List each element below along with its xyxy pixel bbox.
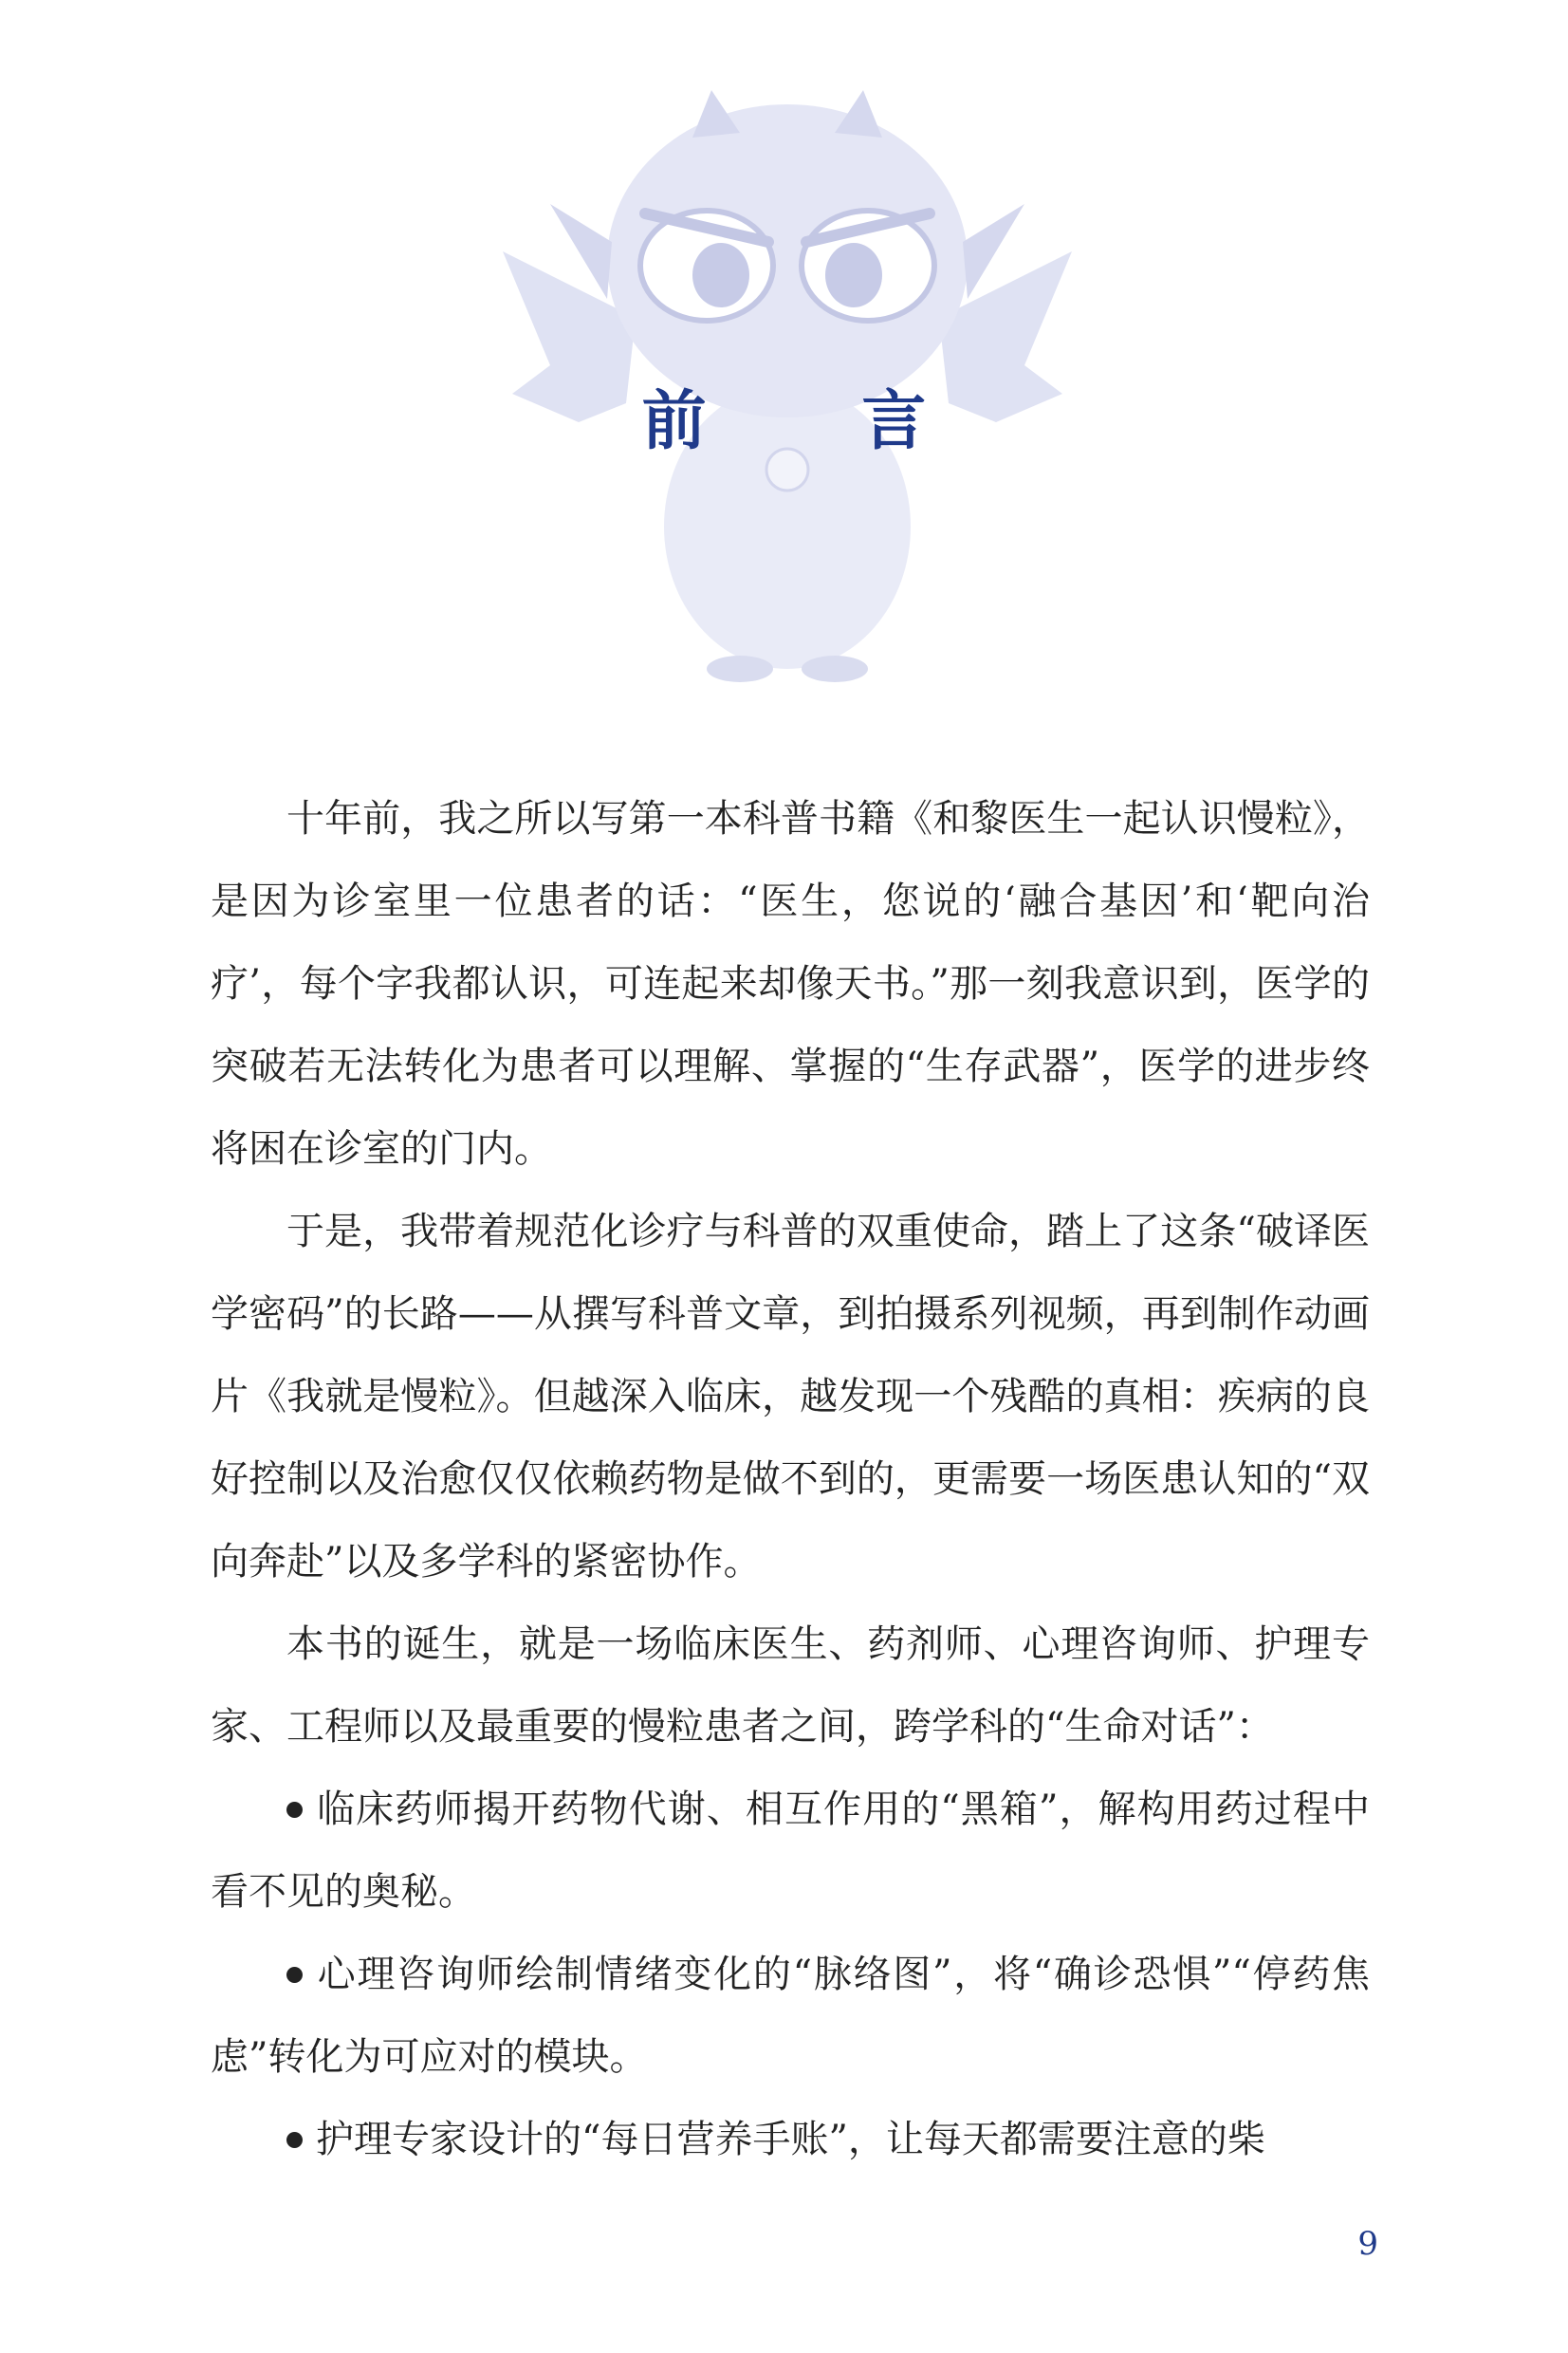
paragraph: 本书的诞生，就是一场临床医生、药剂师、心理咨询师、护理专家、工程师以及最重要的慢粒患者之间，跨学科的“生命对话”： — [211, 1622, 1370, 1749]
right-foot — [802, 656, 868, 682]
bullet-text: 护理专家设计的“每日营养手账”，让每天都需要注意的柴 — [316, 2118, 1265, 2161]
bullet-dot-icon — [286, 1967, 303, 1983]
paragraph: 于是，我带着规范化诊疗与科普的双重使命，踏上了这条“破译医学密码”的长路——从撰写科普文章，到拍摄系列视频，再到制作动画片《我就是慢粒》。但越深入临床，越发现一个残酷的真相：疾病的良好控制以及治愈仅仅依赖药物是做不到的，更需要一场医患认知的“双向奔赴”以及多学科的紧密协作。 — [211, 1210, 1370, 1584]
bullet-text: 心理咨询师绘制情绪变化的“脉络图”，将“确诊恐惧”“停药焦虑”转化为可应对的模块。 — [211, 1953, 1370, 2079]
bullet-item — [211, 1769, 1370, 1934]
page-number: 9 — [1357, 2225, 1378, 2263]
bullet-dot-icon — [286, 2132, 303, 2148]
left-foot — [707, 656, 773, 682]
paragraph: 十年前，我之所以写第一本科普书籍《和黎医生一起认识慢粒》，是因为诊室里一位患者的话：“医生，您说的‘融合基因’和‘靶向治疗’，每个字我都认识，可连起来却像天书。”那一刻我意识到，医学的突破若无法转化为患者可以理解、掌握的“生存武器”，医学的进步终将困在诊室的门内。 — [211, 797, 1370, 1171]
right-pupil — [825, 243, 882, 307]
bullet-text: 临床药师揭开药物代谢、相互作用的“黑箱”，解构用药过程中看不见的奥秘。 — [211, 1788, 1370, 1914]
page-title: 前 言 — [641, 384, 993, 459]
bullet-dot-icon — [286, 1802, 303, 1818]
bullet-item — [211, 2099, 1370, 2181]
left-pupil — [692, 243, 749, 307]
bullet-item — [211, 1934, 1370, 2099]
body-text — [211, 778, 1370, 2181]
